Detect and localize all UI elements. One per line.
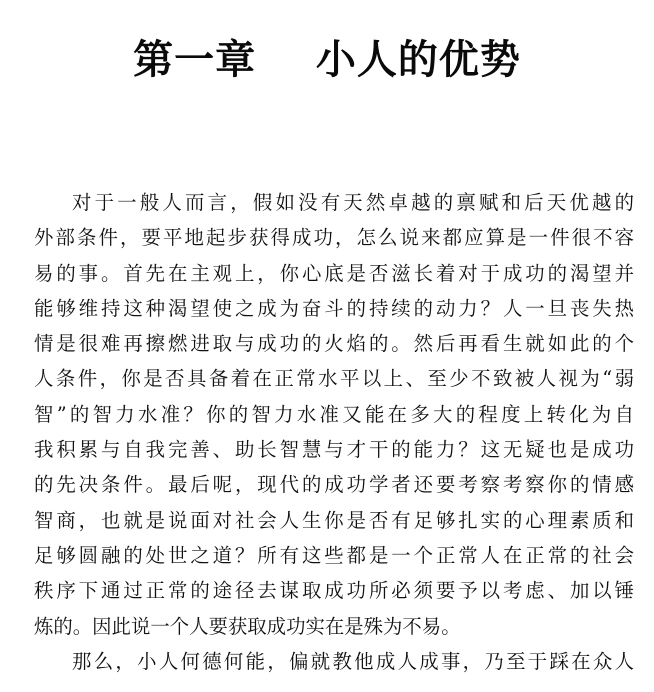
chapter-title: 第一章 小人的优势	[133, 37, 521, 83]
text-line: 炼的。因此说一个人要获取成功实在是殊为不易。	[34, 614, 461, 638]
text-line: 情是很难再擦燃进取与成功的火焰的。然后再看生就如此的个	[34, 332, 634, 356]
text-line: 那么，小人何德何能，偏就教他成人成事，乃至于踩在众人	[72, 649, 634, 673]
body-text	[34, 185, 634, 679]
text-line: 我积累与自我完善、助长智慧与才干的能力？这无疑也是成功	[34, 438, 634, 462]
text-line: 易的事。首先在主观上，你心底是否滋长着对于成功的渴望并	[34, 261, 634, 285]
text-line: 智”的智力水准？你的智力水准又能在多大的程度上转化为自	[34, 402, 634, 426]
paragraph	[34, 185, 634, 644]
paragraph	[34, 644, 634, 679]
text-line: 能够维持这种渴望使之成为奋斗的持续的动力？人一旦丧失热	[34, 296, 634, 320]
text-line: 外部条件，要平地起步获得成功，怎么说来都应算是一件很不容	[34, 226, 634, 250]
text-line: 秩序下通过正常的途径去谋取成功所必须要予以考虑、加以锤	[34, 579, 634, 603]
text-line: 的先决条件。最后呢，现代的成功学者还要考察考察你的情感	[34, 473, 634, 497]
text-line: 人条件，你是否具备着在正常水平以上、至少不致被人视为“弱	[34, 367, 634, 391]
text-line: 智商，也就是说面对社会人生你是否有足够扎实的心理素质和	[34, 508, 634, 532]
text-line: 足够圆融的处世之道？所有这些都是一个正常人在正常的社会	[34, 543, 634, 567]
text-line: 对于一般人而言，假如没有天然卓越的禀赋和后天优越的	[72, 191, 634, 214]
